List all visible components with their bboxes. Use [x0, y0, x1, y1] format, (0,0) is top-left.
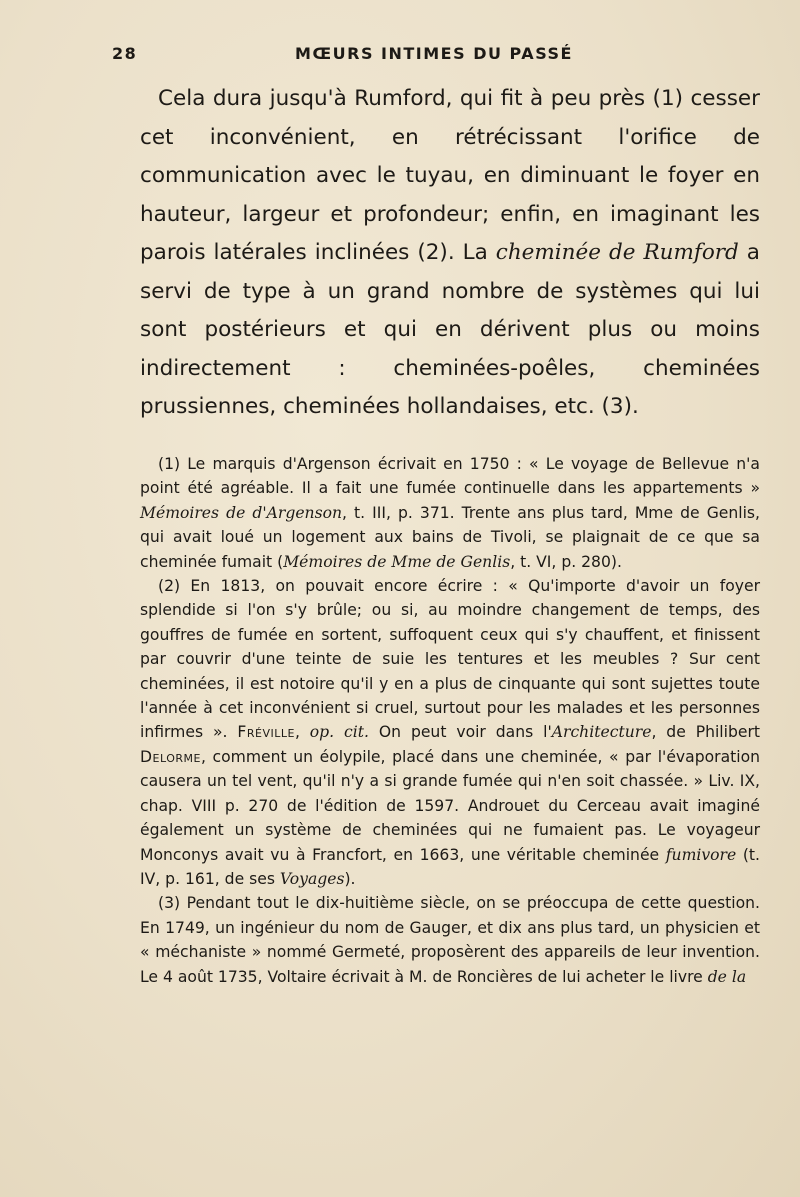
- main-paragraph: [140, 80, 760, 427]
- main-text-part-b: a servi de type à un grand nombre de systèmes qui lui sont postérieurs et qui en dérivent plus ou moins indirectement : cheminées-poêles, cheminées prussiennes, cheminées hollandaises, etc. (3).: [140, 240, 760, 419]
- footnote-2-text-c: On peut voir dans l': [368, 723, 552, 742]
- footnote-2-title-voyages: Voyages: [279, 869, 345, 888]
- footnote-2-text-e: , comment un éolypile, placé dans une cheminée, « par l'évaporation causera un tel vent, qu'il n'y a si grande fumée qui n'en soit chassée. » Liv. IX, chap. VIII p. 270 de l'édition de 1597. Androuet du Cerceau avait imaginé également un système de cheminées qui ne fumaient pas. Le voyageur Monconys avait vu à Francfort, en 1663, une véritable cheminée: [140, 747, 760, 864]
- footnote-2: [140, 574, 760, 891]
- footnote-2-term-fumivore: fumivore: [665, 845, 737, 864]
- main-text-emphasis: cheminée de Rumford: [495, 240, 739, 265]
- footnote-3-text-a: (3) Pendant tout le dix-huitième siècle, on se préoccupa de cette question. En 1749, un ingénieur du nom de Gauger, et dix ans plus tard, un physicien et « méchaniste » nommé Germeté, proposèrent des appareils de leur invention. Le 4 août 1735, Voltaire écrivait à M. de Roncières de lui acheter le livre: [140, 894, 760, 986]
- footnote-2-text-a: (2) En 1813, on pouvait encore écrire : « Qu'importe d'avoir un foyer splendide si l'on s'y brûle; ou si, au moindre changement de temps, des gouffres de fumée en sortent, suffoquent ceux qui s'y chauffent, et finissent par couvrir d'une teinte de suie les tentures et les meubles ? Sur cent cheminées, il est notoire qu'il y en a plus de cinquante qui sont sujettes toute l'année à cet inconvénient si cruel, surtout pour les malades et les personnes infirmes ».: [140, 577, 760, 742]
- footnote-1-text-b: , t. III, p. 371. Trente ans plus tard, Mme de Genlis, qui avait loué un logement aux bains de Tivoli, se plaignait de ce que sa cheminée fumait (: [140, 503, 760, 571]
- page-header: [112, 44, 756, 68]
- footnote-2-author-freville: Fréville: [237, 723, 295, 742]
- page-number: 28: [112, 44, 138, 63]
- footnote-3-emphasis: de la: [707, 967, 747, 986]
- footnote-2-op-cit: op. cit.: [309, 723, 369, 742]
- footnote-2-text-g: ).: [344, 869, 356, 888]
- running-title: MŒURS INTIMES DU PASSÉ: [295, 44, 573, 63]
- footnote-2-author-delorme: Delorme: [140, 747, 201, 766]
- footnote-2-text-d: , de Philibert: [651, 723, 760, 742]
- footnote-1-title-argenson: Mémoires de d'Argenson: [140, 503, 343, 522]
- main-text-part-a: Cela dura jusqu'à Rumford, qui fit à peu près (1) cesser cet inconvénient, en rétrécissant l'orifice de communication avec le tuyau, en diminuant le foyer en hauteur, largeur et profondeur; enfin, en imaginant les parois latérales inclinées (2). La: [140, 86, 760, 265]
- footnote-1-text-c: , t. VI, p. 280).: [510, 552, 622, 571]
- footnote-2-text-b: ,: [294, 723, 310, 742]
- main-text: [140, 80, 760, 427]
- footnote-1-text-a: (1) Le marquis d'Argenson écrivait en 1750 : « Le voyage de Bellevue n'a point été agréable. Il a fait une fumée continuelle dans les appartements »: [140, 455, 760, 498]
- footnotes: [140, 452, 760, 989]
- footnote-2-text-f: (t. IV, p. 161, de ses: [140, 845, 760, 888]
- footnote-1: [140, 452, 760, 574]
- footnote-3: [140, 891, 760, 989]
- footnote-2-title-architecture: Architecture: [551, 723, 652, 742]
- footnote-1-title-genlis: Mémoires de Mme de Genlis: [283, 552, 511, 571]
